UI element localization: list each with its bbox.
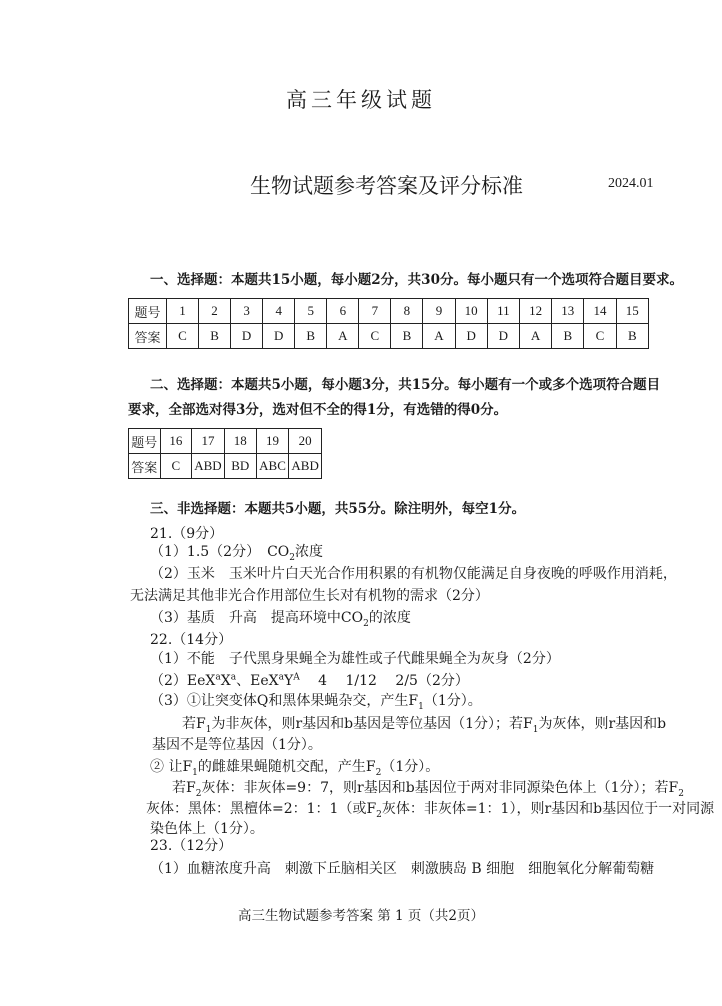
answer-line: [172, 777, 684, 799]
answer-cell: ABD: [289, 454, 322, 479]
text-run: 的雌雄果蝇随机交配，产生F: [197, 759, 376, 775]
answer-table-2: [128, 428, 322, 479]
text-run: a: [230, 672, 237, 683]
text-run: 23.（12分）: [150, 838, 233, 854]
answer-line: [150, 670, 469, 690]
answer-line: [152, 734, 322, 754]
question-number-cell: 11: [487, 299, 519, 324]
answer-cell: D: [487, 324, 519, 349]
answer-cell: D: [263, 324, 295, 349]
answer-table-1: [128, 298, 649, 349]
text-run: 若F: [172, 780, 196, 796]
row-label: 题号: [129, 299, 167, 324]
text-run: 2: [363, 618, 369, 629]
text-run: （1）血糖浓度升高 刺激下丘脑相关区 刺激胰岛 B 细胞 细胞氧化分解葡萄糖: [150, 861, 655, 877]
question-number-cell: 2: [199, 299, 231, 324]
answer-cell: B: [199, 324, 231, 349]
text-run: 4 1/12 2/5（2分）: [299, 673, 469, 689]
text-run: a: [278, 672, 284, 683]
answer-cell: D: [231, 324, 263, 349]
answer-line: [150, 563, 677, 583]
answer-cell: B: [391, 324, 423, 349]
text-run: 2: [375, 767, 382, 778]
answer-cell: A: [519, 324, 551, 349]
text-run: 浓度: [295, 544, 324, 560]
text-run: 为灰体，则r基因和b: [538, 716, 667, 732]
text-run: 2: [195, 788, 202, 799]
section3-heading: 三、非选择题：本题共5小题，共55分。除注明外，每空1分。: [150, 501, 526, 517]
question-number-cell: 5: [295, 299, 327, 324]
text-run: 的浓度: [368, 610, 411, 626]
document-subtitle: 生物试题参考答案及评分标准: [250, 174, 523, 198]
question-number-cell: 17: [192, 429, 225, 454]
answer-cell: C: [584, 324, 616, 349]
question-number-cell: 18: [224, 429, 256, 454]
row-label: 答案: [129, 324, 167, 349]
text-run: 灰体：黑体：黑檀体=2：1：1（或F: [146, 801, 377, 817]
text-run: （2）玉米 玉米叶片白天光合作用积累的有机物仅能满足自身夜晚的呼吸作用消耗，: [150, 566, 677, 582]
answer-cell: ABC: [256, 454, 289, 479]
table-row: [129, 454, 322, 479]
answer-line: [150, 858, 654, 878]
answer-cell: C: [160, 454, 192, 479]
answer-cell: BD: [224, 454, 256, 479]
question-number-cell: 3: [231, 299, 263, 324]
question-number-cell: 6: [327, 299, 359, 324]
answer-cell: B: [616, 324, 648, 349]
text-run: 22.（14分）: [150, 632, 233, 648]
question-number-cell: 16: [160, 429, 192, 454]
question-number-cell: 14: [584, 299, 616, 324]
question-number-cell: 1: [166, 299, 198, 324]
document-date: 2024.01: [608, 176, 654, 191]
question-number-cell: 20: [289, 429, 322, 454]
answer-cell: ABD: [192, 454, 225, 479]
text-run: 1: [205, 724, 212, 735]
text-run: 1: [532, 724, 539, 735]
answer-line: [150, 690, 482, 712]
question-number-cell: 12: [519, 299, 551, 324]
text-run: （2）EeX: [150, 673, 216, 689]
answer-line: [146, 798, 714, 820]
text-run: 无法满足其他非光合作用部位生长对有机物的需求（2分）: [130, 588, 489, 604]
question-number-cell: 10: [455, 299, 487, 324]
question-number-cell: 7: [359, 299, 391, 324]
answer-line: [150, 523, 223, 543]
text-run: ② 让F: [150, 759, 193, 775]
question-number-cell: 13: [552, 299, 584, 324]
text-run: 灰体：非灰体=1：1），则r基因和b基因位于一对同源: [381, 801, 715, 817]
text-run: 基因不是等位基因（1分）。: [152, 737, 322, 753]
text-run: 2: [289, 552, 296, 563]
text-run: （1）1.5（2分） CO: [150, 544, 290, 560]
text-run: 21.（9分）: [150, 526, 224, 542]
answer-cell: C: [166, 324, 198, 349]
question-number-cell: 8: [391, 299, 423, 324]
answer-line: [182, 713, 666, 735]
text-run: X: [220, 673, 231, 689]
text-run: 1: [418, 701, 424, 712]
answer-line: [150, 835, 232, 855]
answer-cell: B: [552, 324, 584, 349]
answer-line: [150, 607, 411, 629]
text-run: 2: [678, 788, 685, 799]
text-run: Y: [283, 673, 294, 689]
text-run: a: [215, 672, 221, 683]
question-number-cell: 19: [256, 429, 289, 454]
text-run: A: [293, 672, 300, 683]
row-label: 题号: [129, 429, 161, 454]
table-row: [129, 299, 649, 324]
question-number-cell: 4: [263, 299, 295, 324]
page-footer: 高三生物试题参考答案 第 1 页（共2页）: [237, 908, 485, 924]
text-run: （1）不能 子代黑身果蝇全为雄性或子代雌果蝇全为灰身（2分）: [150, 651, 560, 667]
text-run: 灰体：非灰体=9：7，则r基因和b基因位于两对非同源染色体上（1分）；若F: [201, 780, 679, 796]
text-run: 2: [376, 809, 382, 820]
table-row: [129, 429, 322, 454]
section2-heading: 二、选择题：本题共5小题，每小题3分，共15分。每小题有一个或多个选项符合题目: [150, 377, 661, 393]
answer-line: [150, 648, 560, 668]
text-run: 1: [192, 767, 198, 778]
page-title: 高三年级试题: [286, 88, 436, 112]
question-number-cell: 9: [423, 299, 455, 324]
text-run: 为非灰体，则r基因和b基因是等位基因（1分）；若F: [211, 716, 533, 732]
text-run: 染色体上（1分）。: [150, 821, 264, 837]
text-run: 若F: [182, 716, 206, 732]
answer-cell: A: [327, 324, 359, 349]
table-row: [129, 324, 649, 349]
section2-heading-cont: 要求，全部选对得3分，选对但不全的得1分，有选错的得0分。: [128, 402, 508, 418]
text-run: （1分）。: [423, 693, 482, 709]
answer-cell: C: [359, 324, 391, 349]
answer-line: [130, 585, 489, 605]
text-run: 、EeX: [236, 673, 279, 689]
answer-line: [150, 541, 323, 563]
row-label: 答案: [129, 454, 161, 479]
text-run: （3）①让突变体Q和黑体果蝇杂交，产生F: [150, 693, 419, 709]
section1-heading: 一、选择题：本题共15小题，每小题2分，共30分。每小题只有一个选项符合题目要求。: [150, 272, 683, 288]
answer-cell: A: [423, 324, 455, 349]
answer-cell: D: [455, 324, 487, 349]
answer-line: [150, 756, 439, 778]
answer-cell: B: [295, 324, 327, 349]
question-number-cell: 15: [616, 299, 648, 324]
text-run: （3）基质 升高 提高环境中CO: [150, 610, 364, 626]
answer-line: [150, 629, 232, 649]
text-run: （1分）。: [381, 759, 440, 775]
